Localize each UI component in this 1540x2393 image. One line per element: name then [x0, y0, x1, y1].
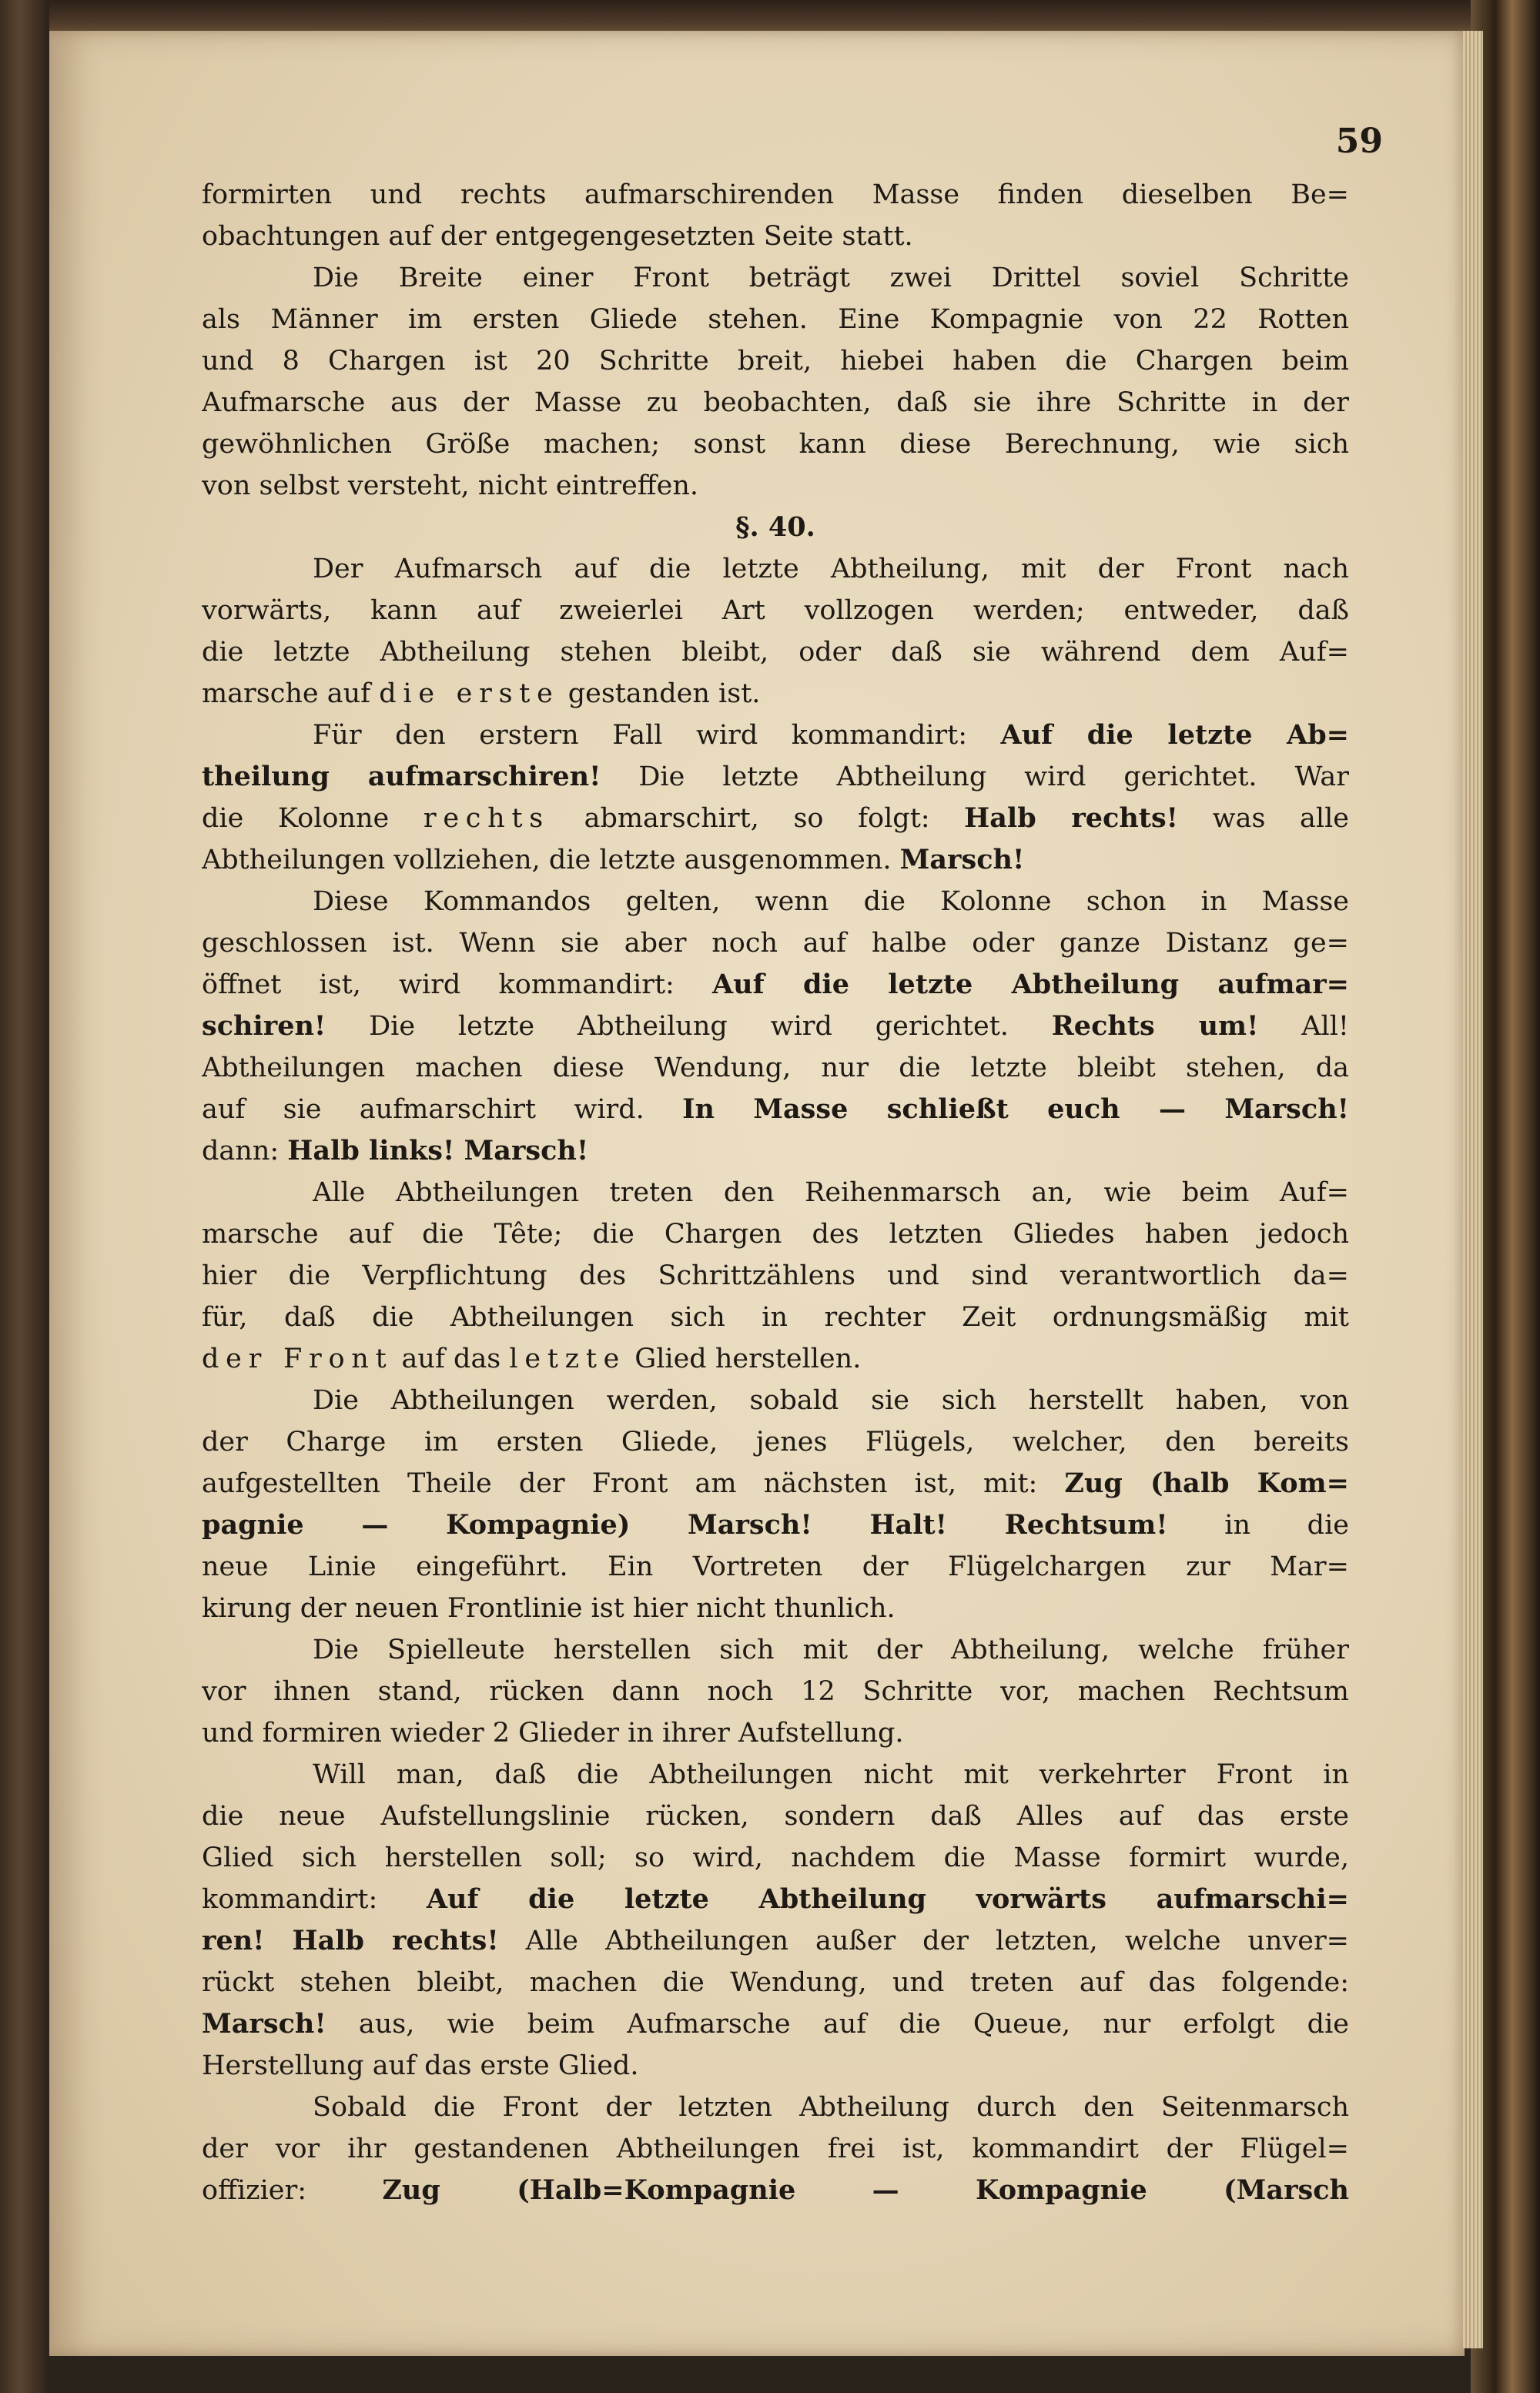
- text-line: die Kolonne rechts abmarschirt, so folgt: Halb rechts! was alle: [202, 802, 1349, 834]
- text-line: kommandirt: Auf die letzte Abtheilung vorwärts aufmarschi=: [202, 1883, 1349, 1915]
- text-line: Die Breite einer Front beträgt zwei Drittel soviel Schritte: [313, 263, 1349, 293]
- text-line: öffnet ist, wird kommandirt: Auf die letzte Abtheilung aufmar=: [202, 969, 1349, 1000]
- text-line: ren! Halb rechts! Alle Abtheilungen außer der letzten, welche unver=: [202, 1925, 1349, 1956]
- text-line: obachtungen auf der entgegengesetzten Seite statt.: [202, 221, 913, 252]
- text-line: von selbst versteht, nicht eintreffen.: [202, 470, 699, 501]
- text-line: neue Linie eingeführt. Ein Vortreten der Flügelchargen zur Mar=: [202, 1551, 1349, 1582]
- command-text: Zug (halb Kom=: [1064, 1468, 1349, 1499]
- command-text: Halb links! Marsch!: [287, 1135, 589, 1166]
- command-text: Rechts um!: [1051, 1010, 1259, 1042]
- text-line: aufgestellten Theile der Front am nächsten ist, mit: Zug (halb Kom=: [202, 1468, 1349, 1499]
- text-line: vor ihnen stand, rücken dann noch 12 Schritte vor, machen Rechtsum: [202, 1676, 1349, 1707]
- command-text: Marsch!: [899, 844, 1025, 875]
- text-line: der Front auf das letzte Glied herstellen.: [202, 1344, 862, 1374]
- text-line: offizier: Zug (Halb=Kompagnie — Kompagnie (Marsch: [202, 2174, 1349, 2206]
- command-text: ren! Halb rechts!: [202, 1925, 499, 1956]
- page-edges: [1463, 31, 1483, 2348]
- command-text: Auf die letzte Ab=: [1000, 719, 1349, 751]
- text-line: Aufmarsche aus der Masse zu beobachten, daß sie ihre Schritte in der: [202, 387, 1349, 418]
- command-text: schiren!: [202, 1010, 326, 1042]
- text-line: vorwärts, kann auf zweierlei Art vollzogen werden; entweder, daß: [202, 595, 1349, 626]
- text-line: Alle Abtheilungen treten den Reihenmarsch an, wie beim Auf=: [313, 1177, 1349, 1208]
- text-line: marsche auf die erste gestanden ist.: [202, 678, 761, 709]
- text-line: die neue Aufstellungslinie rücken, sondern daß Alles auf das erste: [202, 1801, 1349, 1832]
- text-line: und 8 Chargen ist 20 Schritte breit, hiebei haben die Chargen beim: [202, 346, 1349, 377]
- text-line: Diese Kommandos gelten, wenn die Kolonne schon in Masse: [313, 886, 1349, 917]
- command-text: pagnie — Kompagnie) Marsch! Halt! Rechtsum!: [202, 1509, 1168, 1541]
- text-line: kirung der neuen Frontlinie ist hier nicht thunlich.: [202, 1593, 896, 1624]
- page-number: 59: [1335, 122, 1383, 161]
- page-body: [202, 174, 1349, 2211]
- text-line: Sobald die Front der letzten Abtheilung durch den Seitenmarsch: [313, 2092, 1349, 2123]
- section-heading: §. 40.: [735, 511, 815, 543]
- text-line: gewöhnlichen Größe machen; sonst kann diese Berechnung, wie sich: [202, 429, 1349, 460]
- text-line: hier die Verpflichtung des Schrittzählens und sind verantwortlich da=: [202, 1260, 1349, 1291]
- text-line: Abtheilungen vollziehen, die letzte ausgenommen. Marsch!: [202, 844, 1025, 875]
- text-line: theilung aufmarschiren! Die letzte Abtheilung wird gerichtet. War: [202, 761, 1349, 792]
- text-line: dann: Halb links! Marsch!: [202, 1135, 589, 1166]
- text-line: Herstellung auf das erste Glied.: [202, 2050, 639, 2081]
- text-line: rückt stehen bleibt, machen die Wendung, und treten auf das folgende:: [202, 1967, 1349, 1998]
- text-line: Abtheilungen machen diese Wendung, nur die letzte bleibt stehen, da: [202, 1053, 1349, 1083]
- text-line: für, daß die Abtheilungen sich in rechter Zeit ordnungsmäßig mit: [202, 1302, 1349, 1333]
- text-line: schiren! Die letzte Abtheilung wird gerichtet. Rechts um! All!: [202, 1010, 1349, 1042]
- text-line: Glied sich herstellen soll; so wird, nachdem die Masse formirt wurde,: [202, 1842, 1349, 1873]
- text-line: Will man, daß die Abtheilungen nicht mit verkehrter Front in: [313, 1759, 1349, 1790]
- book-gutter: [0, 0, 49, 2393]
- command-text: In Masse schließt euch — Marsch!: [682, 1093, 1349, 1125]
- command-text: Halb rechts!: [964, 802, 1179, 834]
- command-text: Auf die letzte Abtheilung vorwärts aufmarschi=: [426, 1883, 1349, 1915]
- command-text: Auf die letzte Abtheilung aufmar=: [712, 969, 1349, 1000]
- text-line: marsche auf die Tête; die Chargen des letzten Gliedes haben jedoch: [202, 1219, 1349, 1250]
- text-line: Der Aufmarsch auf die letzte Abtheilung, mit der Front nach: [313, 554, 1349, 584]
- text-line: der Charge im ersten Gliede, jenes Flügels, welcher, den bereits: [202, 1427, 1349, 1458]
- text-line: Marsch! aus, wie beim Aufmarsche auf die Queue, nur erfolgt die: [202, 2008, 1349, 2040]
- text-line: Für den erstern Fall wird kommandirt: Auf die letzte Ab=: [313, 719, 1349, 751]
- text-line: geschlossen ist. Wenn sie aber noch auf halbe oder ganze Distanz ge=: [202, 928, 1349, 959]
- text-line: Die Abtheilungen werden, sobald sie sich herstellt haben, von: [313, 1385, 1349, 1416]
- command-text: theilung aufmarschiren!: [202, 761, 601, 792]
- text-line: formirten und rechts aufmarschirenden Masse finden dieselben Be=: [202, 179, 1349, 210]
- text-line: die letzte Abtheilung stehen bleibt, oder daß sie während dem Auf=: [202, 637, 1349, 668]
- text-line: und formiren wieder 2 Glieder in ihrer Aufstellung.: [202, 1718, 904, 1749]
- text-line: auf sie aufmarschirt wird. In Masse schließt euch — Marsch!: [202, 1093, 1349, 1125]
- text-line: als Männer im ersten Gliede stehen. Eine Kompagnie von 22 Rotten: [202, 304, 1349, 335]
- command-text: Zug (Halb=Kompagnie — Kompagnie (Marsch: [382, 2174, 1349, 2206]
- text-line: der vor ihr gestandenen Abtheilungen frei ist, kommandirt der Flügel=: [202, 2134, 1349, 2164]
- command-text: Marsch!: [202, 2008, 326, 2040]
- text-line: pagnie — Kompagnie) Marsch! Halt! Rechtsum! in die: [202, 1509, 1349, 1541]
- text-line: Die Spielleute herstellen sich mit der Abtheilung, welche früher: [313, 1635, 1349, 1665]
